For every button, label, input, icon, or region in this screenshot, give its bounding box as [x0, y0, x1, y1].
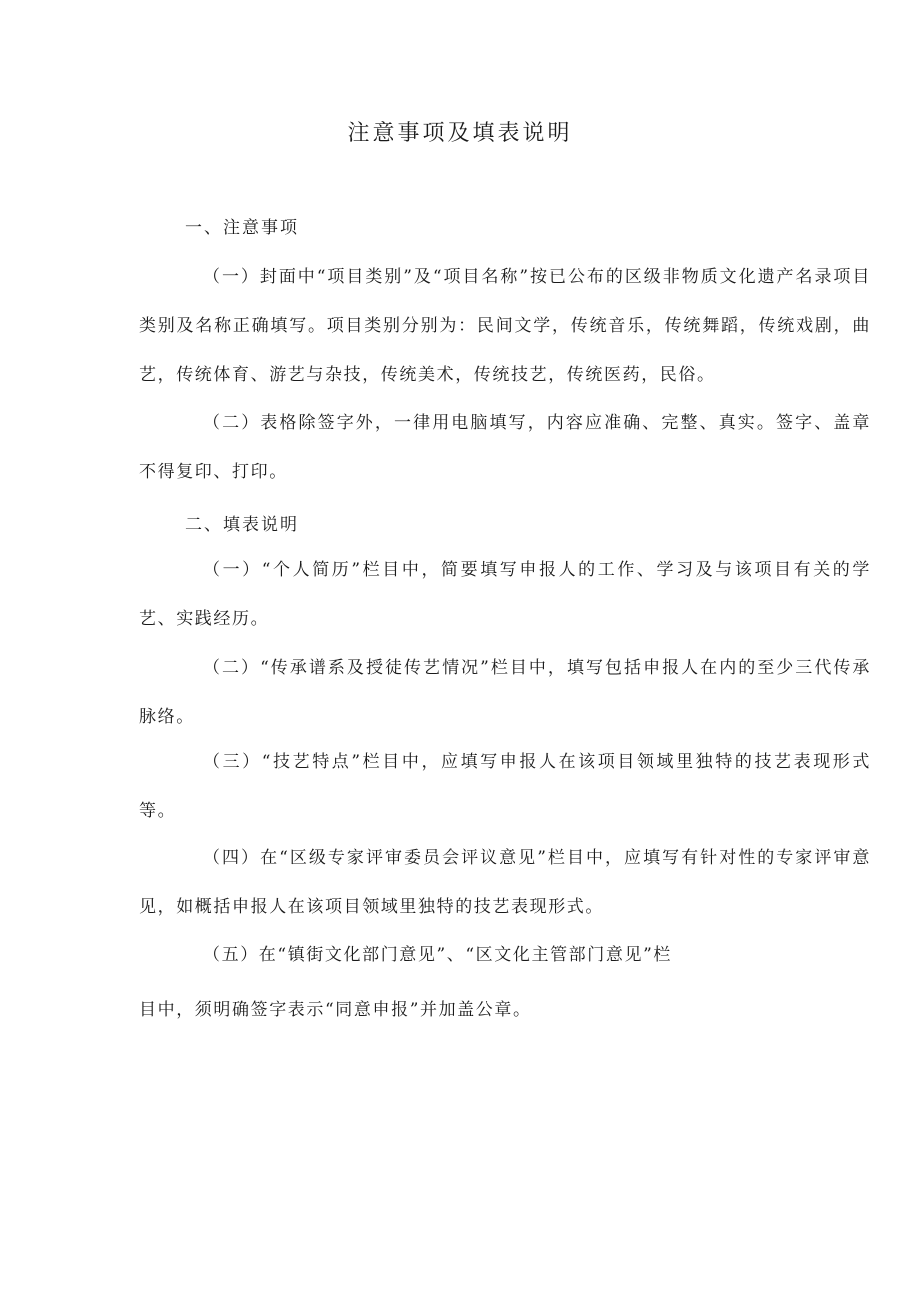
paragraph-instructions-5: （五）在“镇街文化部门意见”、“区文化主管部门意见”栏: [203, 945, 672, 965]
paragraph-instructions-5-continued: 目中，须明确签字表示“同意申报”并加盖公章。: [139, 1000, 532, 1020]
section-heading-notes: 一、注意事项: [185, 218, 299, 238]
paragraph-instructions-4: （四）在“区级专家评审委员会评议意见”栏目中，应填写有针对性的专家评审意见，如概括申报人在该项目领域里独特的技艺表现形式。: [139, 848, 871, 917]
paragraph-notes-1: （一）封面中“项目类别”及“项目名称”按已公布的区级非物质文化遗产名录项目类别及名称正确填写。项目类别分别为：民间文学，传统音乐，传统舞蹈，传统戏剧，曲艺，传统体育、游艺与杂技，传统美术，传统技艺，传统医药，民俗。: [139, 267, 871, 385]
page-title: 注意事项及填表说明: [347, 121, 573, 146]
paragraph-notes-2: （二）表格除签字外，一律用电脑填写，内容应准确、完整、真实。签字、盖章不得复印、打印。: [139, 413, 871, 482]
paragraph-instructions-3: （三）“技艺特点”栏目中，应填写申报人在该项目领域里独特的技艺表现形式等。: [139, 752, 871, 821]
paragraph-instructions-1: （一）“个人简历”栏目中，简要填写申报人的工作、学习及与该项目有关的学艺、实践经历。: [139, 560, 871, 629]
section-heading-instructions: 二、填表说明: [185, 515, 299, 535]
paragraph-instructions-2: （二）“传承谱系及授徒传艺情况”栏目中，填写包括申报人在内的至少三代传承脉络。: [139, 658, 871, 727]
